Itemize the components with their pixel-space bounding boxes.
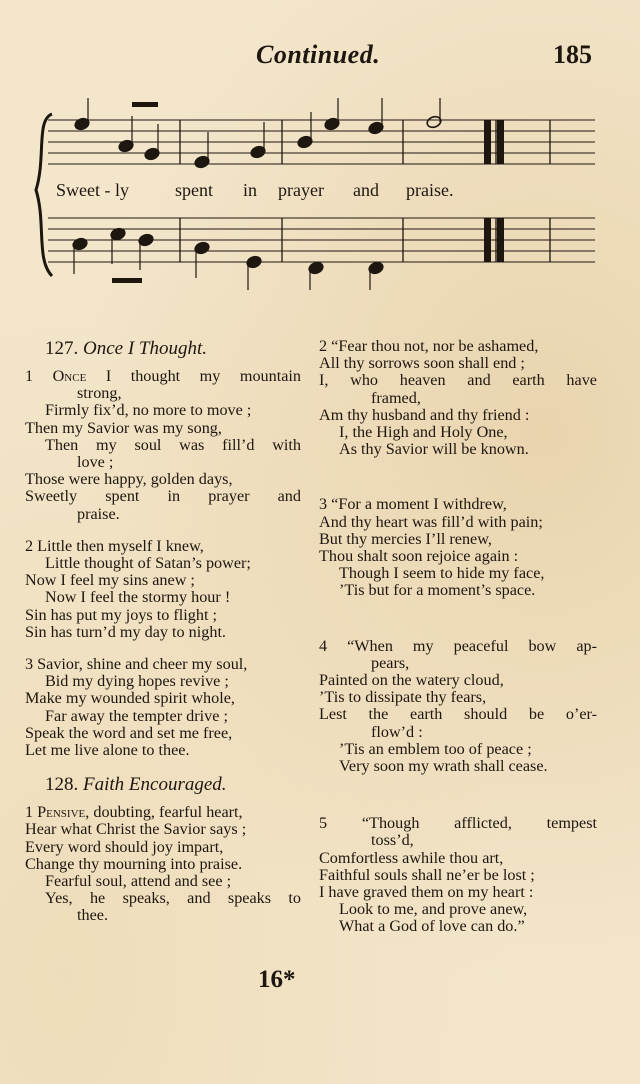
verse-line: All thy sorrows soon shall end ;: [319, 354, 525, 373]
verse-line: framed,: [371, 388, 421, 407]
note-beam: [112, 278, 142, 283]
verse-line: Every word should joy impart,: [25, 837, 224, 856]
page-number: 185: [553, 40, 592, 69]
final-bar-thick: [497, 218, 504, 262]
verse-line: 2 Little then myself I knew,: [25, 536, 204, 555]
verse-line: thee.: [77, 906, 109, 925]
brace: [36, 114, 52, 276]
verse-line: love ;: [77, 453, 114, 472]
stanza: [25, 538, 301, 641]
verse-line: Faithful souls shall ne’er be lost ;: [319, 865, 535, 884]
verse-line: Sweetly spent in prayer and: [25, 487, 301, 506]
stanza: [25, 656, 301, 759]
stanza: [25, 368, 301, 523]
verse-line: Look to me, and prove anew,: [339, 900, 528, 919]
verse-line: 1 Once I thought my mountain: [25, 367, 302, 385]
verse-line: 4 “When my peaceful bow ap-: [319, 636, 597, 655]
stanza: [319, 638, 597, 776]
verse-line: Then my Savior was my song,: [25, 418, 222, 437]
verse-line: Bid my dying hopes revive ;: [45, 672, 229, 691]
verse-line: 2 “Fear thou not, nor be ashamed,: [319, 337, 539, 355]
verse-line: Now I feel the stormy hour !: [45, 588, 231, 607]
verse-line: toss’d,: [371, 831, 414, 850]
verse-line: praise.: [77, 504, 120, 523]
lyric-syllable: spent: [175, 180, 213, 200]
verse-line: Sin has turn’d my day to night.: [25, 622, 226, 641]
verse-line: Then my soul was fill’d with: [45, 435, 301, 454]
verse-line: Far away the tempter drive ;: [45, 706, 228, 725]
verse-line: And thy heart was fill’d with pain;: [319, 512, 543, 531]
lyric-syllable: Sweet - ly: [56, 180, 129, 200]
hymn-name: Faith Encouraged.: [83, 774, 227, 796]
note-beam: [132, 102, 158, 107]
final-bar-thick: [484, 120, 491, 164]
verse-line: Hear what Christ the Savior says ;: [25, 820, 247, 839]
verse-line: strong,: [77, 384, 122, 403]
final-bar-thick: [497, 120, 504, 164]
verse-line: Sin has put my joys to flight ;: [25, 605, 218, 624]
hymn-title: [45, 774, 301, 796]
verse-line: Now I feel my sins anew ;: [25, 571, 195, 590]
verse-line: As thy Savior will be known.: [339, 440, 529, 459]
verse-line: But thy mercies I’ll renew,: [319, 529, 492, 548]
verse-line: Very soon my wrath shall cease.: [339, 757, 548, 776]
hymn-title: [45, 338, 301, 360]
verse-line: Little thought of Satan’s power;: [45, 554, 251, 573]
verse-line: I have graved them on my heart :: [319, 883, 534, 902]
verse-line: Let me live alone to thee.: [25, 741, 190, 760]
signature-mark: 16*: [258, 966, 296, 993]
verse-line: 3 Savior, shine and cheer my soul,: [25, 655, 248, 674]
verse-line: Change thy mourning into praise.: [25, 854, 243, 873]
verse-line: 5 “Though afflicted, tempest: [319, 814, 597, 833]
verse-line: 3 “For a moment I withdrew,: [319, 495, 507, 514]
verse-line: Those were happy, golden days,: [25, 470, 233, 489]
verse-line: flow’d :: [371, 722, 423, 741]
verse-line: I, who heaven and earth have: [319, 371, 597, 390]
stanza: [25, 804, 301, 924]
verse-line: Lest the earth should be o’er-: [319, 705, 597, 724]
verse-line: What a God of love can do.”: [339, 917, 525, 936]
verse-line: ’Tis an emblem too of peace ;: [339, 739, 532, 758]
verse-line: Comfortless awhile thou art,: [319, 848, 504, 867]
stanza: [319, 338, 597, 458]
verse-line: Though I seem to hide my face,: [339, 564, 545, 583]
running-header-title: Continued.: [256, 40, 381, 69]
lyric-syllable: prayer: [278, 180, 324, 200]
verse-line: Fearful soul, attend and see ;: [45, 872, 232, 891]
verse-line: ’Tis but for a moment’s space.: [339, 581, 536, 600]
verse-line: pears,: [371, 653, 410, 672]
verse-line: Speak the word and set me free,: [25, 723, 233, 742]
right-column: [319, 338, 597, 951]
verse-line: Make my wounded spirit whole,: [25, 689, 235, 708]
stanza: [319, 815, 597, 935]
hymn-number: 128.: [45, 774, 79, 796]
lyric-syllable: praise.: [406, 180, 454, 200]
verse-line: Am thy husband and thy friend :: [319, 405, 530, 424]
verse-line: Painted on the watery cloud,: [319, 671, 504, 690]
verse-line: Thou shalt soon rejoice again :: [319, 547, 519, 566]
verse-line: I, the High and Holy One,: [339, 423, 508, 442]
final-bar-thick: [484, 218, 491, 262]
verse-line: Firmly fix’d, no more to move ;: [45, 401, 252, 420]
lyric-syllable: in: [243, 180, 258, 200]
hymn-name: Once I Thought.: [83, 338, 208, 359]
left-column: [25, 338, 301, 940]
verse-line: Yes, he speaks, and speaks to: [45, 889, 301, 908]
music-score: [30, 98, 600, 290]
hymn-number: 127.: [45, 338, 79, 359]
lyric-syllable: and: [353, 180, 379, 200]
stanza: [319, 496, 597, 599]
verse-line: ’Tis to dissipate thy fears,: [319, 688, 487, 707]
verse-line: 1 Pensive, doubting, fearful heart,: [25, 803, 243, 822]
